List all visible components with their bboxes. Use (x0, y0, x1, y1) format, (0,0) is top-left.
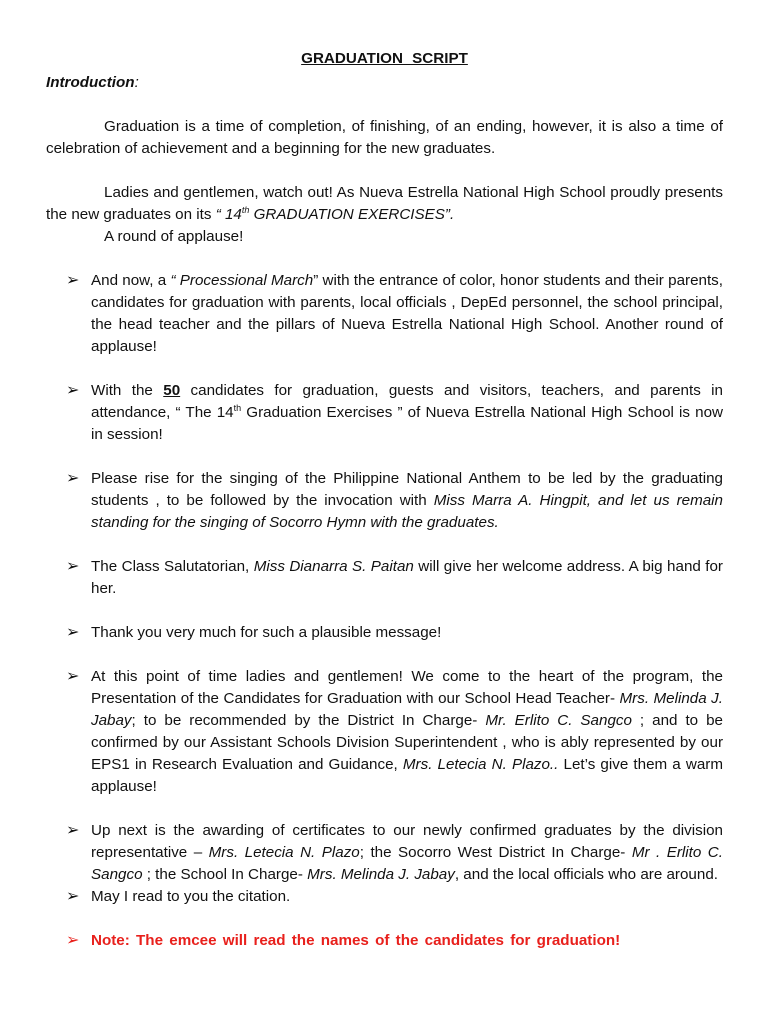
introduction-label: Introduction: (46, 74, 139, 91)
intro-paragraph: Graduation is a time of completion, of finishing, of an ending, however, it is also a time of celebration of achievement and a beginning for the new graduates. (46, 118, 723, 157)
applause-line: A round of applause! (104, 228, 244, 245)
arrow-bullet-icon: ➢ (66, 272, 80, 289)
arrow-bullet-icon: ➢ (66, 382, 80, 399)
document-title: GRADUATION SCRIPT (301, 50, 468, 67)
arrow-bullet-icon: ➢ (66, 668, 80, 685)
arrow-bullet-icon: ➢ (66, 470, 80, 487)
list-item: ➢ With the 50 candidates for graduation, guests and visitors, teachers, and parents in attendance, “ The 14th Graduation Exercises ” of Nueva Estrella National High School is now in session! (66, 382, 723, 443)
list-item: ➢ The Class Salutatorian, Miss Dianarra S. Paitan will give her welcome address. A big hand for her. (66, 558, 723, 597)
arrow-bullet-icon: ➢ (66, 888, 80, 905)
candidate-count: 50 (163, 382, 181, 399)
list-item: ➢ Thank you very much for such a plausible message! (46, 622, 723, 644)
arrow-bullet-icon: ➢ (66, 822, 80, 839)
document-page (46, 48, 723, 974)
arrow-bullet-icon: ➢ (66, 558, 80, 575)
emcee-note: ➢ Note: The emcee will read the names of the candidates for graduation! (46, 930, 723, 952)
list-item: ➢ May I read to you the citation. (46, 886, 723, 908)
list-item: ➢ Please rise for the singing of the Philippine National Anthem to be led by the graduating students , to be followed by the invocation with Miss Marra A. Hingpit, and let us remain standing for the singing of Socorro Hymn with the graduates. (66, 470, 723, 531)
script-bullet-list (46, 270, 723, 952)
list-item: ➢ At this point of time ladies and gentlemen! We come to the heart of the program, the Presentation of the Candidates for Graduation with our School Head Teacher- Mrs. Melinda J. Jabay; to be recommended by the District In Charge- Mr. Erlito C. Sangco ; and to be confirmed by our Assistant Schools Division Superintendent , who is ably represented by our EPS1 in Research Evaluation and Guidance, Mrs. Letecia N. Plazo.. Let’s give them a warm applause! (66, 668, 724, 795)
arrow-bullet-icon: ➢ (66, 624, 80, 641)
list-item: ➢ And now, a “ Processional March” with the entrance of color, honor students and their parents, candidates for graduation with parents, local officials , DepEd personnel, the school principal, the head teacher and the pillars of Nueva Estrella National High School. Another round of applause! (66, 272, 723, 355)
arrow-bullet-icon: ➢ (66, 932, 80, 949)
presentation-paragraph: Ladies and gentlemen, watch out! As Nueva Estrella National High School proudly presents the new graduates on its “ 14th GRADUATION EXERCISES”. (46, 184, 723, 223)
list-item: ➢ Up next is the awarding of certificates to our newly confirmed graduates by the division representative – Mrs. Letecia N. Plazo; the Socorro West District In Charge- Mr . Erlito C. Sangco ; the School In Charge- Mrs. Melinda J. Jabay, and the local officials who are around. (66, 822, 723, 883)
